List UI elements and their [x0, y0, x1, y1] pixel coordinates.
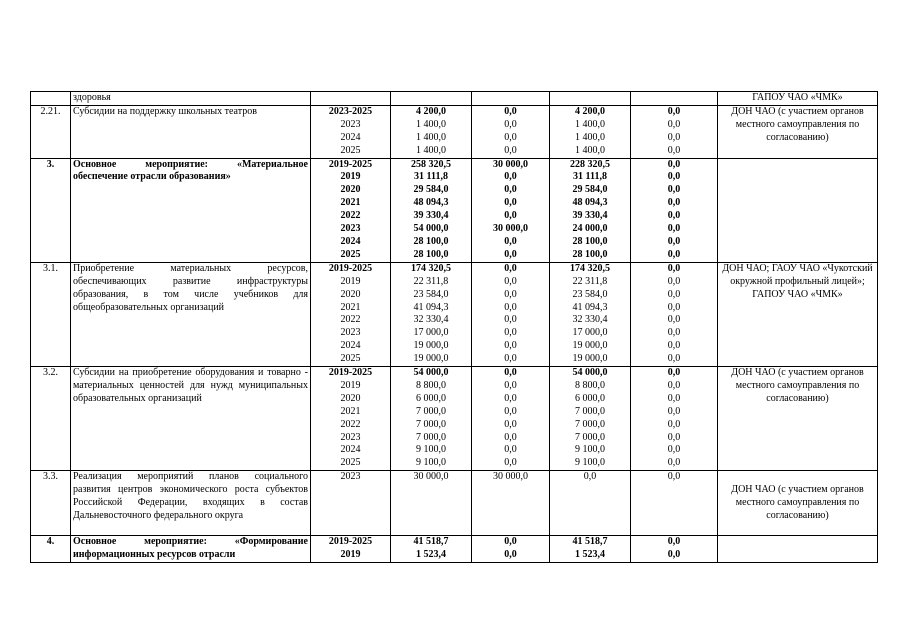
amount-cell-v2: 0,0 — [472, 262, 550, 275]
amount-cell-v2: 0,0 — [472, 549, 550, 562]
amount-cell-v1: 28 100,0 — [391, 236, 472, 249]
amount-cell-v1: 39 330,4 — [391, 210, 472, 223]
responsible-executor-cell: ДОН ЧАО (с участием органов местного самоуправления по согласованию) — [718, 105, 878, 158]
amount-cell-v3: 41 518,7 — [550, 536, 631, 549]
amount-cell-v2: 0,0 — [472, 536, 550, 549]
amount-cell-v3: 17 000,0 — [550, 327, 631, 340]
amount-cell-v2: 0,0 — [472, 380, 550, 393]
intro-empty-cell — [391, 92, 472, 106]
amount-cell-v1: 29 584,0 — [391, 184, 472, 197]
period-cell: 2022 — [311, 210, 391, 223]
amount-cell-v2: 0,0 — [472, 432, 550, 445]
amount-cell-v3: 22 311,8 — [550, 276, 631, 289]
amount-cell-v2: 0,0 — [472, 197, 550, 210]
period-cell: 2019 — [311, 276, 391, 289]
amount-cell-v4: 0,0 — [631, 457, 718, 470]
period-cell: 2023 — [311, 327, 391, 340]
amount-cell-v1: 28 100,0 — [391, 249, 472, 262]
table-row — [31, 471, 878, 536]
amount-cell-v3: 1 400,0 — [550, 119, 631, 132]
row-number-cell: 3.1. — [31, 262, 71, 366]
amount-cell-v4: 0,0 — [631, 367, 718, 380]
amount-cell-v3: 29 584,0 — [550, 184, 631, 197]
amount-cell-v3: 41 094,3 — [550, 302, 631, 315]
period-cell: 2019-2025 — [311, 536, 391, 549]
table-row — [31, 158, 878, 171]
amount-cell-v4: 0,0 — [631, 419, 718, 432]
period-cell: 2019 — [311, 171, 391, 184]
amount-cell-v3: 48 094,3 — [550, 197, 631, 210]
amount-cell-v1: 1 523,4 — [391, 549, 472, 562]
amount-cell-v3: 228 320,5 — [550, 158, 631, 171]
amount-cell-v2: 0,0 — [472, 314, 550, 327]
period-cell: 2021 — [311, 197, 391, 210]
amount-cell-v2: 0,0 — [472, 171, 550, 184]
table-row — [31, 262, 878, 275]
period-cell: 2019 — [311, 380, 391, 393]
activity-name-cell: Субсидии на приобретение оборудования и товарно - материальных ценностей для нужд муниципальных образовательных организаций — [71, 367, 311, 471]
row-number-cell: 3. — [31, 158, 71, 262]
amount-cell-v1: 32 330,4 — [391, 314, 472, 327]
program-funding-table — [30, 91, 878, 563]
period-cell: 2021 — [311, 302, 391, 315]
amount-cell-v2: 0,0 — [472, 457, 550, 470]
amount-cell-v2: 30 000,0 — [472, 471, 550, 536]
amount-cell-v1: 9 100,0 — [391, 444, 472, 457]
period-cell: 2024 — [311, 236, 391, 249]
amount-cell-v2: 0,0 — [472, 393, 550, 406]
amount-cell-v2: 0,0 — [472, 302, 550, 315]
amount-cell-v4: 0,0 — [631, 327, 718, 340]
amount-cell-v4: 0,0 — [631, 406, 718, 419]
amount-cell-v3: 7 000,0 — [550, 419, 631, 432]
period-cell: 2021 — [311, 406, 391, 419]
period-cell: 2024 — [311, 340, 391, 353]
amount-cell-v2: 0,0 — [472, 119, 550, 132]
amount-cell-v1: 41 518,7 — [391, 536, 472, 549]
period-cell: 2022 — [311, 419, 391, 432]
amount-cell-v3: 1 523,4 — [550, 549, 631, 562]
period-cell: 2019-2025 — [311, 262, 391, 275]
period-cell: 2025 — [311, 353, 391, 366]
amount-cell-v1: 8 800,0 — [391, 380, 472, 393]
amount-cell-v2: 30 000,0 — [472, 223, 550, 236]
amount-cell-v2: 30 000,0 — [472, 158, 550, 171]
amount-cell-v4: 0,0 — [631, 119, 718, 132]
amount-cell-v3: 19 000,0 — [550, 353, 631, 366]
amount-cell-v3: 8 800,0 — [550, 380, 631, 393]
activity-name-cell: Реализация мероприятий планов социального развития центров экономического роста субъектов Российской Федерации, входящих в состав Дальневосточного федерального округа — [71, 471, 311, 536]
amount-cell-v2: 0,0 — [472, 419, 550, 432]
amount-cell-v4: 0,0 — [631, 158, 718, 171]
amount-cell-v1: 7 000,0 — [391, 406, 472, 419]
amount-cell-v4: 0,0 — [631, 432, 718, 445]
period-cell: 2023 — [311, 223, 391, 236]
table-row — [31, 536, 878, 549]
amount-cell-v4: 0,0 — [631, 302, 718, 315]
amount-cell-v4: 0,0 — [631, 132, 718, 145]
amount-cell-v1: 258 320,5 — [391, 158, 472, 171]
amount-cell-v2: 0,0 — [472, 184, 550, 197]
responsible-executor-cell — [718, 158, 878, 262]
period-cell: 2025 — [311, 457, 391, 470]
intro-empty-cell — [311, 92, 391, 106]
period-cell: 2025 — [311, 145, 391, 158]
amount-cell-v2: 0,0 — [472, 367, 550, 380]
activity-name-cell: Субсидии на поддержку школьных театров — [71, 105, 311, 158]
amount-cell-v2: 0,0 — [472, 210, 550, 223]
amount-cell-v2: 0,0 — [472, 353, 550, 366]
intro-empty-cell — [550, 92, 631, 106]
amount-cell-v3: 4 200,0 — [550, 105, 631, 118]
amount-cell-v1: 1 400,0 — [391, 132, 472, 145]
amount-cell-v4: 0,0 — [631, 393, 718, 406]
amount-cell-v4: 0,0 — [631, 223, 718, 236]
amount-cell-v3: 1 400,0 — [550, 145, 631, 158]
amount-cell-v2: 0,0 — [472, 236, 550, 249]
amount-cell-v1: 1 400,0 — [391, 119, 472, 132]
amount-cell-v4: 0,0 — [631, 236, 718, 249]
responsible-executor-cell: ДОН ЧАО (с участием органов местного самоуправления по согласованию) — [718, 367, 878, 471]
period-cell: 2023 — [311, 471, 391, 536]
amount-cell-v3: 39 330,4 — [550, 210, 631, 223]
responsible-executor-cell — [718, 536, 878, 563]
amount-cell-v3: 9 100,0 — [550, 444, 631, 457]
amount-cell-v2: 0,0 — [472, 145, 550, 158]
amount-cell-v4: 0,0 — [631, 210, 718, 223]
amount-cell-v1: 19 000,0 — [391, 340, 472, 353]
amount-cell-v2: 0,0 — [472, 340, 550, 353]
amount-cell-v3: 7 000,0 — [550, 406, 631, 419]
intro-empty-cell — [631, 92, 718, 106]
amount-cell-v4: 0,0 — [631, 105, 718, 118]
intro-num-cell — [31, 92, 71, 106]
period-cell: 2019-2025 — [311, 158, 391, 171]
row-number-cell: 3.3. — [31, 471, 71, 536]
amount-cell-v1: 4 200,0 — [391, 105, 472, 118]
amount-cell-v2: 0,0 — [472, 249, 550, 262]
amount-cell-v2: 0,0 — [472, 276, 550, 289]
period-cell: 2019-2025 — [311, 367, 391, 380]
amount-cell-v1: 54 000,0 — [391, 223, 472, 236]
period-cell: 2020 — [311, 289, 391, 302]
intro-row — [31, 92, 878, 106]
amount-cell-v4: 0,0 — [631, 549, 718, 562]
amount-cell-v1: 22 311,8 — [391, 276, 472, 289]
amount-cell-v1: 7 000,0 — [391, 419, 472, 432]
amount-cell-v1: 7 000,0 — [391, 432, 472, 445]
amount-cell-v1: 48 094,3 — [391, 197, 472, 210]
amount-cell-v2: 0,0 — [472, 327, 550, 340]
amount-cell-v4: 0,0 — [631, 289, 718, 302]
amount-cell-v4: 0,0 — [631, 340, 718, 353]
amount-cell-v3: 6 000,0 — [550, 393, 631, 406]
amount-cell-v4: 0,0 — [631, 262, 718, 275]
amount-cell-v3: 7 000,0 — [550, 432, 631, 445]
amount-cell-v1: 17 000,0 — [391, 327, 472, 340]
period-cell: 2025 — [311, 249, 391, 262]
amount-cell-v3: 28 100,0 — [550, 249, 631, 262]
amount-cell-v1: 30 000,0 — [391, 471, 472, 536]
amount-cell-v3: 28 100,0 — [550, 236, 631, 249]
amount-cell-v3: 0,0 — [550, 471, 631, 536]
table-row — [31, 105, 878, 118]
period-cell: 2023 — [311, 119, 391, 132]
responsible-executor-cell: ДОН ЧАО (с участием органов местного самоуправления по согласованию) — [718, 471, 878, 536]
intro-empty-cell — [472, 92, 550, 106]
amount-cell-v1: 6 000,0 — [391, 393, 472, 406]
period-cell: 2022 — [311, 314, 391, 327]
period-cell: 2024 — [311, 444, 391, 457]
amount-cell-v4: 0,0 — [631, 276, 718, 289]
amount-cell-v4: 0,0 — [631, 471, 718, 536]
amount-cell-v1: 174 320,5 — [391, 262, 472, 275]
amount-cell-v1: 41 094,3 — [391, 302, 472, 315]
amount-cell-v4: 0,0 — [631, 145, 718, 158]
amount-cell-v3: 19 000,0 — [550, 340, 631, 353]
amount-cell-v3: 32 330,4 — [550, 314, 631, 327]
row-number-cell: 4. — [31, 536, 71, 563]
row-number-cell: 2.21. — [31, 105, 71, 158]
amount-cell-v2: 0,0 — [472, 289, 550, 302]
activity-name-cell: Приобретение материальных ресурсов, обеспечивающих развитие инфраструктуры образования, в том числе учебников для общеобразовательных организаций — [71, 262, 311, 366]
amount-cell-v1: 9 100,0 — [391, 457, 472, 470]
amount-cell-v4: 0,0 — [631, 380, 718, 393]
amount-cell-v3: 1 400,0 — [550, 132, 631, 145]
activity-name-cell: Основное мероприятие: «Формирование информационных ресурсов отрасли — [71, 536, 311, 563]
period-cell: 2020 — [311, 393, 391, 406]
amount-cell-v4: 0,0 — [631, 353, 718, 366]
amount-cell-v2: 0,0 — [472, 444, 550, 457]
table-row — [31, 367, 878, 380]
amount-cell-v1: 54 000,0 — [391, 367, 472, 380]
amount-cell-v3: 23 584,0 — [550, 289, 631, 302]
amount-cell-v4: 0,0 — [631, 444, 718, 457]
intro-name-cell: здоровья — [71, 92, 311, 106]
amount-cell-v3: 174 320,5 — [550, 262, 631, 275]
amount-cell-v3: 54 000,0 — [550, 367, 631, 380]
amount-cell-v1: 19 000,0 — [391, 353, 472, 366]
amount-cell-v3: 9 100,0 — [550, 457, 631, 470]
table-body — [31, 92, 878, 563]
amount-cell-v2: 0,0 — [472, 105, 550, 118]
responsible-executor-cell: ДОН ЧАО; ГАОУ ЧАО «Чукотский окружной профильный лицей»; ГАПОУ ЧАО «ЧМК» — [718, 262, 878, 366]
amount-cell-v4: 0,0 — [631, 171, 718, 184]
period-cell: 2023 — [311, 432, 391, 445]
period-cell: 2020 — [311, 184, 391, 197]
period-cell: 2024 — [311, 132, 391, 145]
intro-resp-cell: ГАПОУ ЧАО «ЧМК» — [718, 92, 878, 106]
amount-cell-v2: 0,0 — [472, 406, 550, 419]
amount-cell-v1: 23 584,0 — [391, 289, 472, 302]
activity-name-cell: Основное мероприятие: «Материальное обеспечение отрасли образования» — [71, 158, 311, 262]
period-cell: 2019 — [311, 549, 391, 562]
amount-cell-v1: 1 400,0 — [391, 145, 472, 158]
amount-cell-v4: 0,0 — [631, 536, 718, 549]
row-number-cell: 3.2. — [31, 367, 71, 471]
amount-cell-v4: 0,0 — [631, 314, 718, 327]
amount-cell-v4: 0,0 — [631, 184, 718, 197]
amount-cell-v2: 0,0 — [472, 132, 550, 145]
period-cell: 2023-2025 — [311, 105, 391, 118]
amount-cell-v1: 31 111,8 — [391, 171, 472, 184]
amount-cell-v4: 0,0 — [631, 249, 718, 262]
amount-cell-v3: 31 111,8 — [550, 171, 631, 184]
amount-cell-v3: 24 000,0 — [550, 223, 631, 236]
amount-cell-v4: 0,0 — [631, 197, 718, 210]
